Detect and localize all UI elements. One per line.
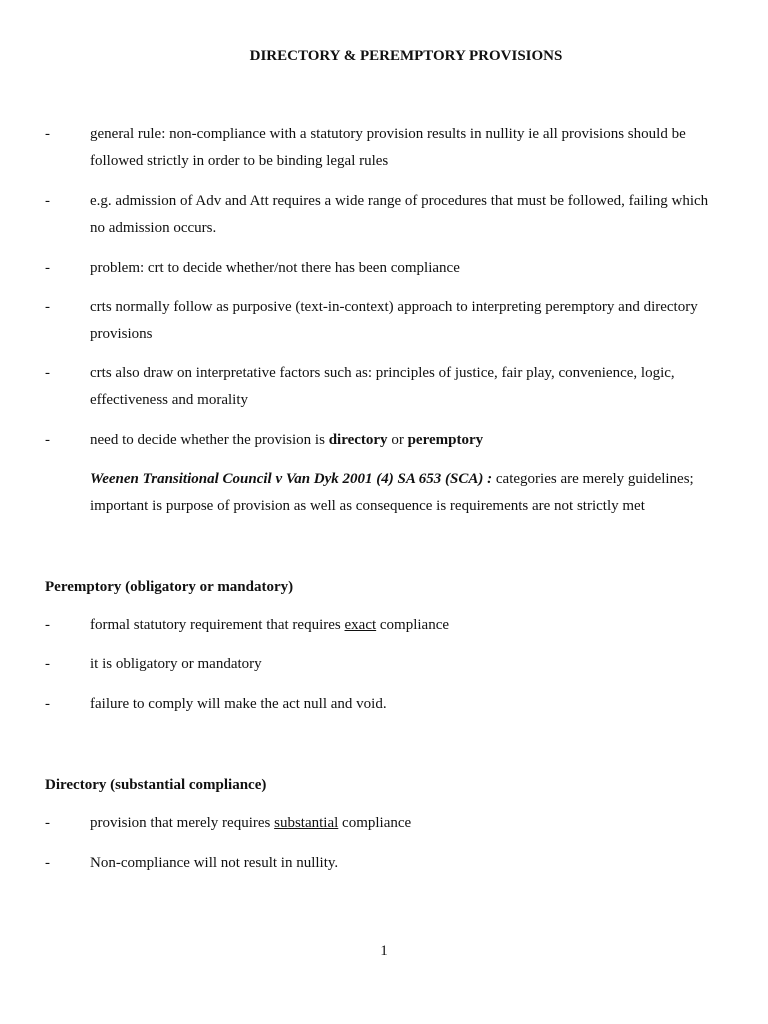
list-item: [45, 691, 725, 718]
bullet-dash: -: [45, 299, 50, 315]
text-segment: provision that merely requires: [90, 815, 275, 831]
section-heading-peremptory: Peremptory (obligatory or mandatory): [45, 579, 294, 595]
bullet-dash: -: [45, 126, 50, 142]
case-citation: Weenen Transitional Council v Van Dyk 2001 (4) SA 653 (SCA) :: [90, 471, 493, 487]
term-directory: directory: [328, 432, 388, 448]
list-item: [45, 360, 725, 414]
bullet-dash: -: [45, 855, 50, 871]
bullet-dash: -: [45, 193, 50, 209]
list-item-text: general rule: non-compliance with a statutory provision results in nullity ie all provisions should be followed strictly in order to be binding legal rules: [90, 126, 686, 169]
case-note-text: categories are merely guidelines; important is purpose of provision as well as consequence is requirements are not strictly met: [90, 471, 694, 514]
list-item: [45, 427, 725, 454]
bullet-dash: -: [45, 260, 50, 276]
bullet-dash: -: [45, 815, 50, 831]
list-item: [45, 651, 725, 678]
list-item-text: crts also draw on interpretative factors such as: principles of justice, fair play, convenience, logic, effectiveness and morality: [90, 365, 675, 408]
list-item-text: [90, 810, 725, 837]
document-title: DIRECTORY & PEREMPTORY PROVISIONS: [249, 48, 563, 64]
underlined-term-substantial: substantial: [274, 815, 339, 831]
list-item-text: [90, 427, 725, 454]
bullet-dash: -: [45, 365, 50, 381]
list-item: [45, 188, 725, 242]
list-item-text: crts normally follow as purposive (text-in-context) approach to interpreting peremptory and directory provisions: [90, 299, 698, 342]
list-item-text: it is obligatory or mandatory: [90, 656, 262, 672]
bullet-dash: -: [45, 696, 50, 712]
list-item: [45, 121, 725, 175]
underlined-term-exact: exact: [344, 617, 377, 633]
text-segment: formal statutory requirement that requires: [90, 617, 345, 633]
text-segment: compliance: [338, 815, 412, 831]
list-item: [45, 294, 725, 348]
list-item: [45, 612, 725, 639]
list-item-text: failure to comply will make the act null and void.: [90, 696, 387, 712]
case-note: [90, 466, 720, 520]
list-item: [45, 850, 725, 877]
list-item-text: problem: crt to decide whether/not there has been compliance: [90, 260, 460, 276]
list-item-text: e.g. admission of Adv and Att requires a wide range of procedures that must be followed, failing which no admission occurs.: [90, 193, 709, 236]
list-item: [45, 255, 725, 282]
list-item-text: [90, 612, 725, 639]
section-heading-directory: Directory (substantial compliance): [45, 777, 267, 793]
list-item: [45, 810, 725, 837]
term-peremptory: peremptory: [407, 432, 484, 448]
bullet-dash: -: [45, 656, 50, 672]
decide-middle: or: [387, 432, 408, 448]
text-segment: compliance: [376, 617, 450, 633]
bullet-dash: -: [45, 432, 50, 448]
list-item-text: Non-compliance will not result in nullity.: [90, 855, 339, 871]
page-number: 1: [380, 943, 388, 959]
decide-prefix: need to decide whether the provision is: [90, 432, 329, 448]
bullet-dash: -: [45, 617, 50, 633]
